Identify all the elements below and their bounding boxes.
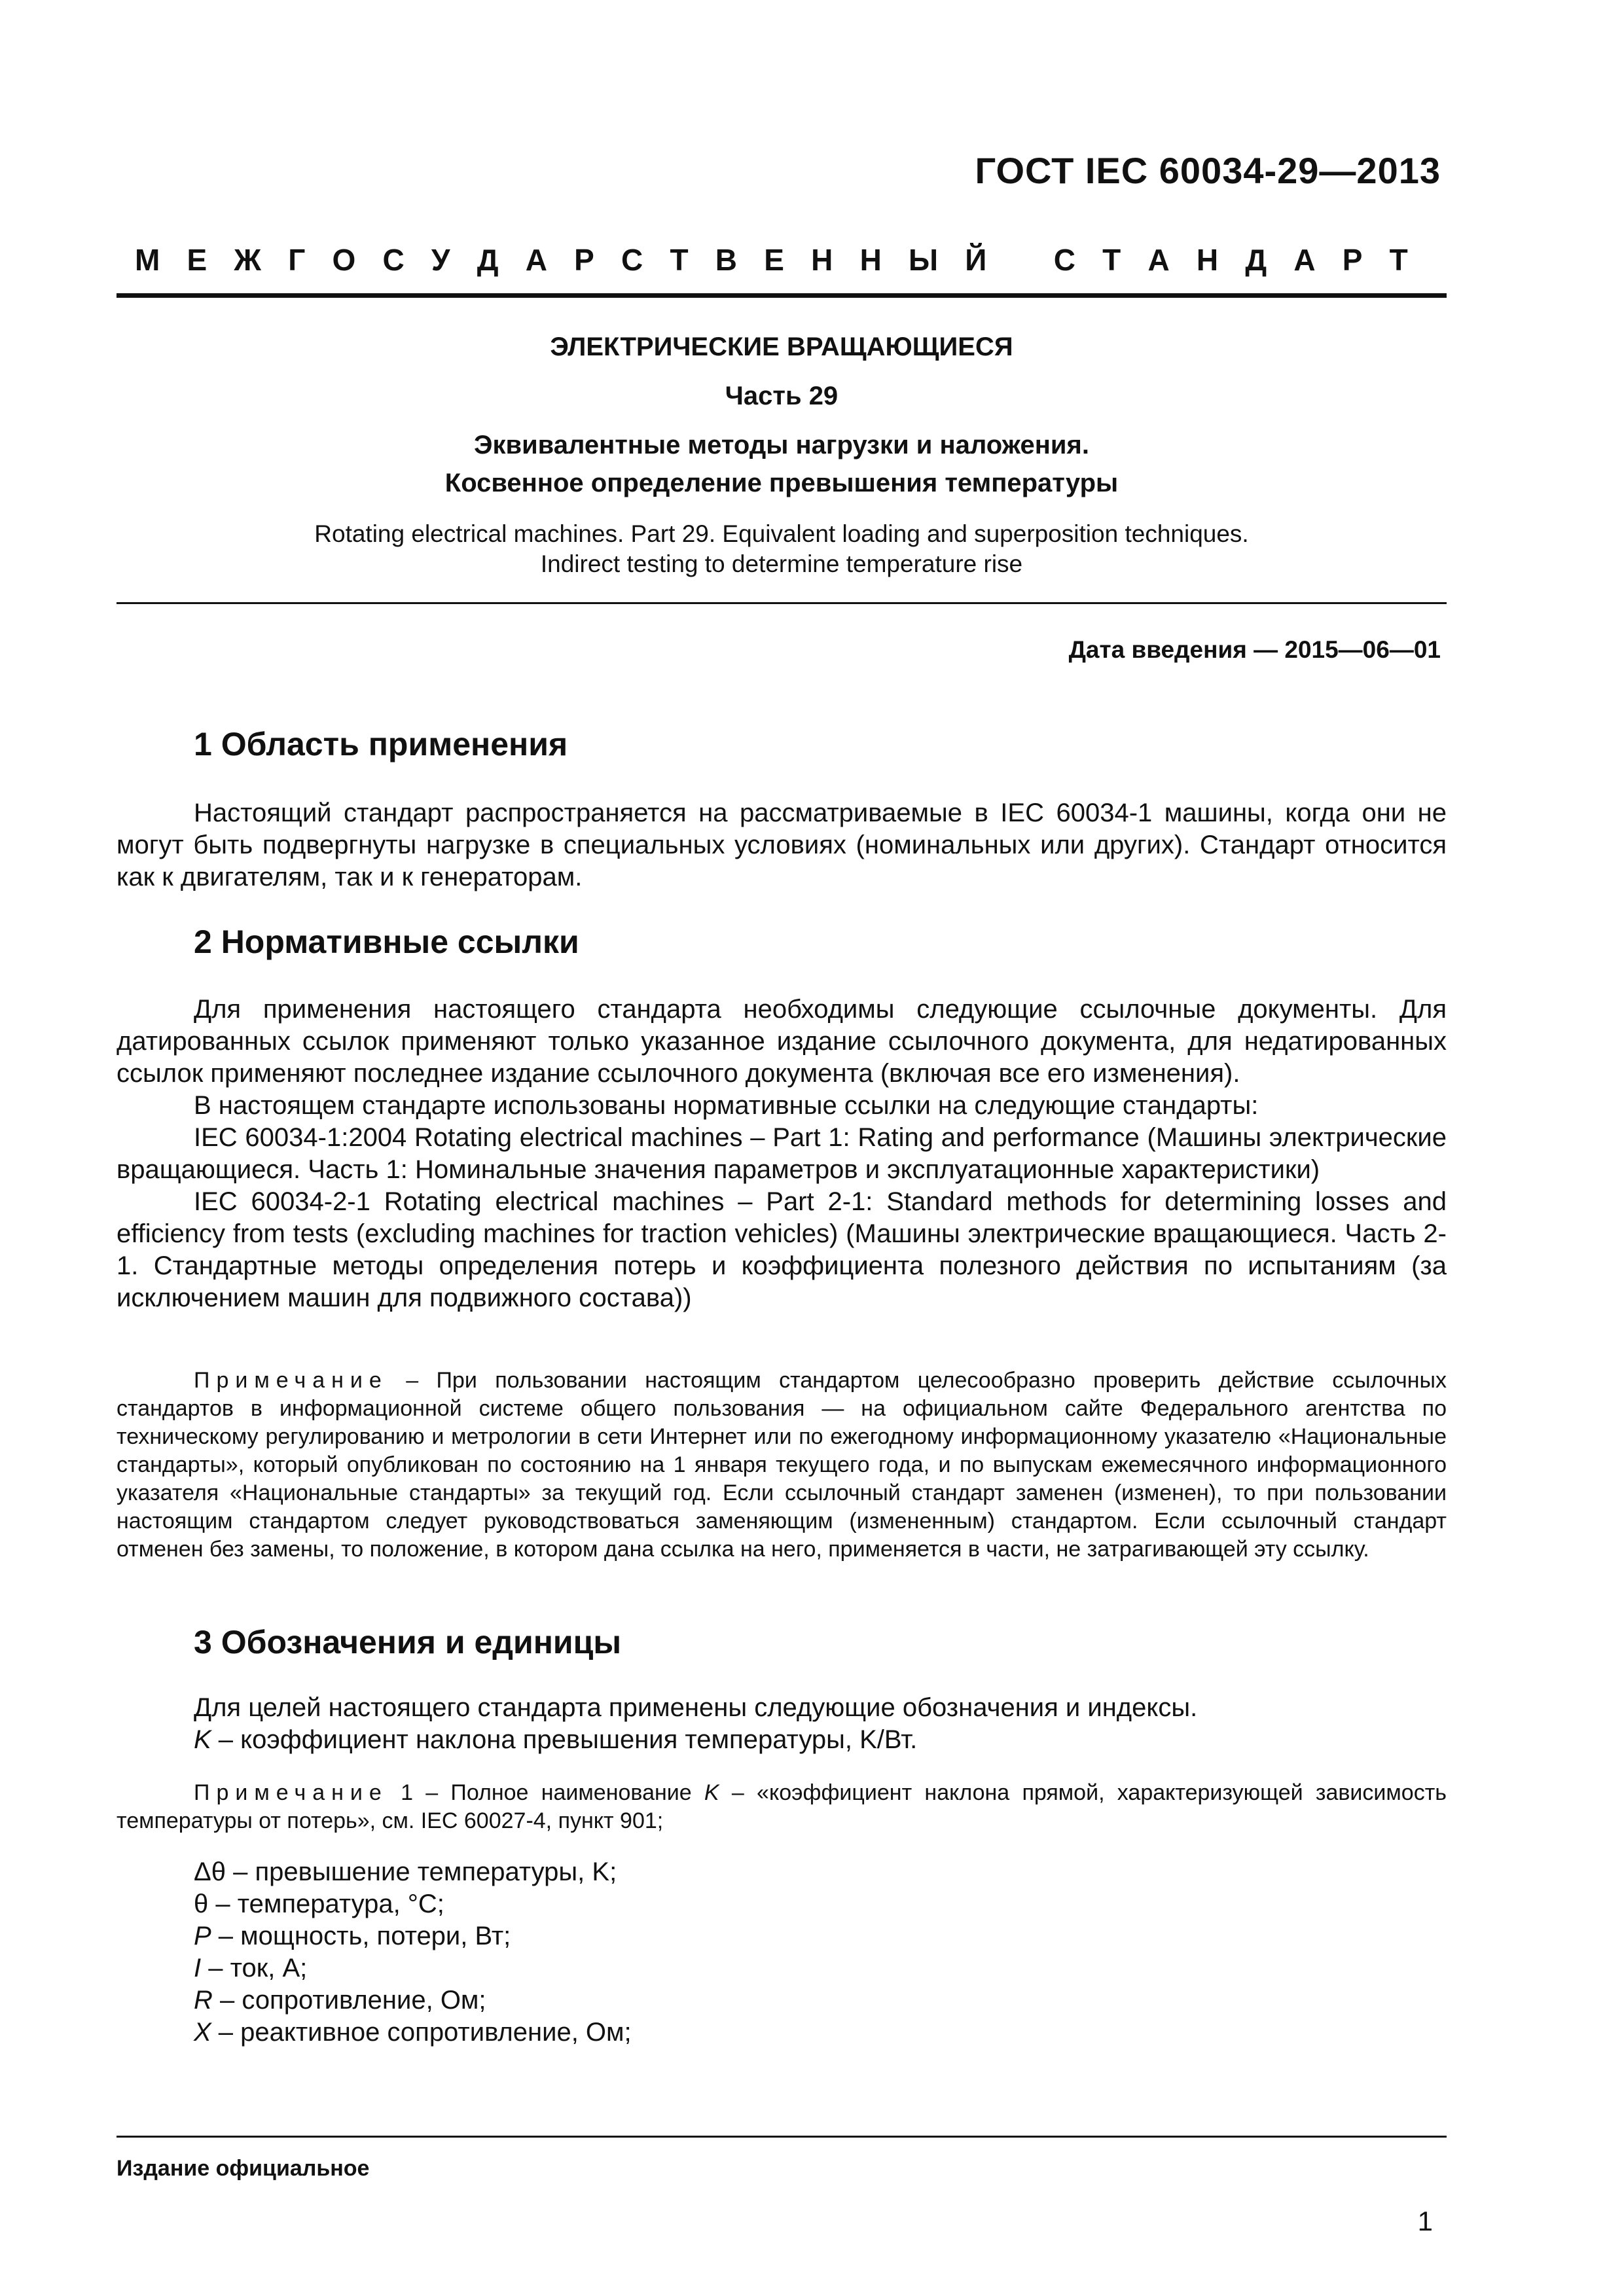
section-2-paragraph-1: Для применения настоящего стандарта необходимы следующие ссылочные документы. Для датированных ссылок применяют только указанное издание ссылочного документа, для недатированных ссылок применяют последнее издание ссылочного документа (включая все его изменения). xyxy=(117,995,1447,1088)
banner-letter: С xyxy=(1053,243,1075,277)
section-3-k-definition xyxy=(117,1724,1447,1756)
introduction-date: Дата введения — 2015—06—01 xyxy=(1068,636,1441,663)
banner-letter: Т xyxy=(1102,243,1121,277)
english-title xyxy=(117,519,1447,579)
title-line-1: ЭЛЕКТРИЧЕСКИЕ ВРАЩАЮЩИЕСЯ xyxy=(550,332,1013,361)
banner-letter: У xyxy=(431,243,450,277)
footer-rule xyxy=(117,2136,1447,2138)
section-3-heading: 3 Обозначения и единицы xyxy=(194,1624,622,1660)
note-1-num: 1 – Полное наименование xyxy=(388,1780,704,1805)
symbol-description: – ток, А; xyxy=(201,1954,308,1982)
document-code: ГОСТ IEC 60034-29—2013 xyxy=(975,150,1441,191)
title-subtitle xyxy=(117,426,1447,502)
section-1-heading: 1 Область применения xyxy=(194,726,568,762)
symbol-row xyxy=(194,1856,632,1888)
symbol: P xyxy=(194,1922,211,1950)
note-text: – При пользовании настоящим стандартом целесообразно проверить действие ссылочных стандартов в информационной системе общего пользования — на официальном сайте Федерального агентства по техническому регулированию и метрологии в сети Интернет или по ежегодному информационному указателю «Национальные стандарты», который опубликован по состоянию на 1 января текущего года, и по выпускам ежемесячного информационного указателя «Национальные стандарты» за текущий год. Если ссылочный стандарт заменен (изменен), то при пользовании настоящим стандартом следует руководствоваться заменяющим (измененным) стандартом. Если ссылочный стандарт отменен без замены, то положение, в котором дана ссылка на него, применяется в части, не затрагивающей эту ссылку. xyxy=(117,1368,1447,1562)
section-3-intro: Для целей настоящего стандарта применены следующие обозначения и индексы. xyxy=(194,1693,1198,1722)
banner-letter: Н xyxy=(811,243,833,277)
banner-letter: А xyxy=(1147,243,1170,277)
banner-letter: Е xyxy=(764,243,784,277)
symbol-row xyxy=(194,1920,632,1952)
symbol: θ xyxy=(194,1890,209,1918)
symbol-description: – температура, °C; xyxy=(208,1890,444,1918)
section-3-text xyxy=(117,1692,1447,1756)
banner-letter: М xyxy=(135,243,160,277)
banner-letter: Д xyxy=(477,243,499,277)
symbol: X xyxy=(194,2018,211,2047)
banner-letter: Ж xyxy=(234,243,261,277)
banner-letter: Е xyxy=(187,243,208,277)
note-1-rest: – «коэффициент наклона прямой, характеризующей зависимость температуры от потерь», см. IEC 60027-4, пункт 901; xyxy=(117,1780,1447,1833)
section-2-text xyxy=(117,994,1447,1314)
note-1-symbol: K xyxy=(704,1780,719,1805)
banner-letter: О xyxy=(332,243,356,277)
banner-letter: Д xyxy=(1245,243,1267,277)
section-1-paragraph: Настоящий стандарт распространяется на рассматриваемые в IEC 60034-1 машины, когда они не могут быть подвергнуты нагрузке в специальных условиях (номинальных или других). Стандарт относится как к двигателям, так и к генераторам. xyxy=(117,798,1447,891)
symbol: I xyxy=(194,1954,202,1982)
english-title-line-b: Indirect testing to determine temperature rise xyxy=(540,550,1023,577)
edition-label: Издание официальное xyxy=(117,2156,370,2181)
note-1-label: Примечание xyxy=(194,1780,388,1805)
symbol-description: – превышение температуры, K; xyxy=(225,1857,617,1886)
symbol: Δθ xyxy=(194,1857,226,1886)
title-part-number: Часть 29 xyxy=(725,382,839,410)
banner-letter: Р xyxy=(1342,243,1363,277)
banner-letter xyxy=(1014,242,1027,278)
banner-letter: С xyxy=(621,243,643,277)
banner-letter: Й xyxy=(965,243,987,277)
symbol-row xyxy=(194,1952,632,1984)
banner-letter: Н xyxy=(1196,243,1219,277)
page-number: 1 xyxy=(1417,2206,1433,2236)
symbol-description: – реактивное сопротивление, Ом; xyxy=(211,2018,632,2047)
title-rule xyxy=(117,602,1447,604)
banner-letter: А xyxy=(525,243,547,277)
banner-letter: Т xyxy=(1389,243,1408,277)
header-thick-rule xyxy=(117,293,1447,298)
banner-letter: Ы xyxy=(909,243,939,277)
banner-letter: Т xyxy=(670,243,689,277)
section-1-text xyxy=(117,797,1447,893)
symbol-row xyxy=(194,2017,632,2049)
banner-letter: С xyxy=(382,243,405,277)
k-symbol: K xyxy=(194,1725,211,1754)
section-2-paragraph-2: В настоящем стандарте использованы нормативные ссылки на следующие стандарты: xyxy=(194,1091,1259,1120)
banner-letter: В xyxy=(715,243,738,277)
banner-letter: Г xyxy=(288,243,306,277)
section-2-reference-2: IEC 60034-2-1 Rotating electrical machines – Part 2-1: Standard methods for determining losses and efficiency from tests (excluding machines for traction vehicles) (Машины электрические вращающиеся. Часть 2-1. Стандартные методы определения потерь и коэффициента полезного действия по испытаниям (за исключением машин для подвижного состава)) xyxy=(117,1187,1447,1312)
banner-letter: Н xyxy=(859,243,882,277)
symbol: R xyxy=(194,1986,213,2015)
banner-letter: Р xyxy=(574,243,594,277)
k-text: – коэффициент наклона превышения температуры, K/Вт. xyxy=(211,1725,918,1754)
note-label: Примечание xyxy=(194,1368,388,1393)
symbol-row xyxy=(194,1984,632,2017)
interstate-standard-banner xyxy=(135,242,1408,278)
section-2-note xyxy=(117,1367,1447,1564)
banner-letter: А xyxy=(1293,243,1316,277)
symbols-list xyxy=(194,1856,632,2049)
section-2-heading: 2 Нормативные ссылки xyxy=(194,924,579,960)
symbol-row xyxy=(194,1888,632,1920)
symbol-description: – сопротивление, Ом; xyxy=(212,1986,486,2015)
title-subtitle-line-a: Эквивалентные методы нагрузки и наложения. xyxy=(474,431,1089,459)
section-3-note xyxy=(117,1779,1447,1835)
english-title-line-a: Rotating electrical machines. Part 29. Equivalent loading and superposition techniques. xyxy=(314,520,1249,547)
title-subtitle-line-b: Косвенное определение превышения температуры xyxy=(444,469,1119,497)
symbol-description: – мощность, потери, Вт; xyxy=(211,1922,511,1950)
section-2-reference-1: IEC 60034-1:2004 Rotating electrical machines – Part 1: Rating and performance (Машины электрические вращающиеся. Часть 1: Номинальные значения параметров и эксплуатационные характеристики) xyxy=(117,1123,1447,1184)
